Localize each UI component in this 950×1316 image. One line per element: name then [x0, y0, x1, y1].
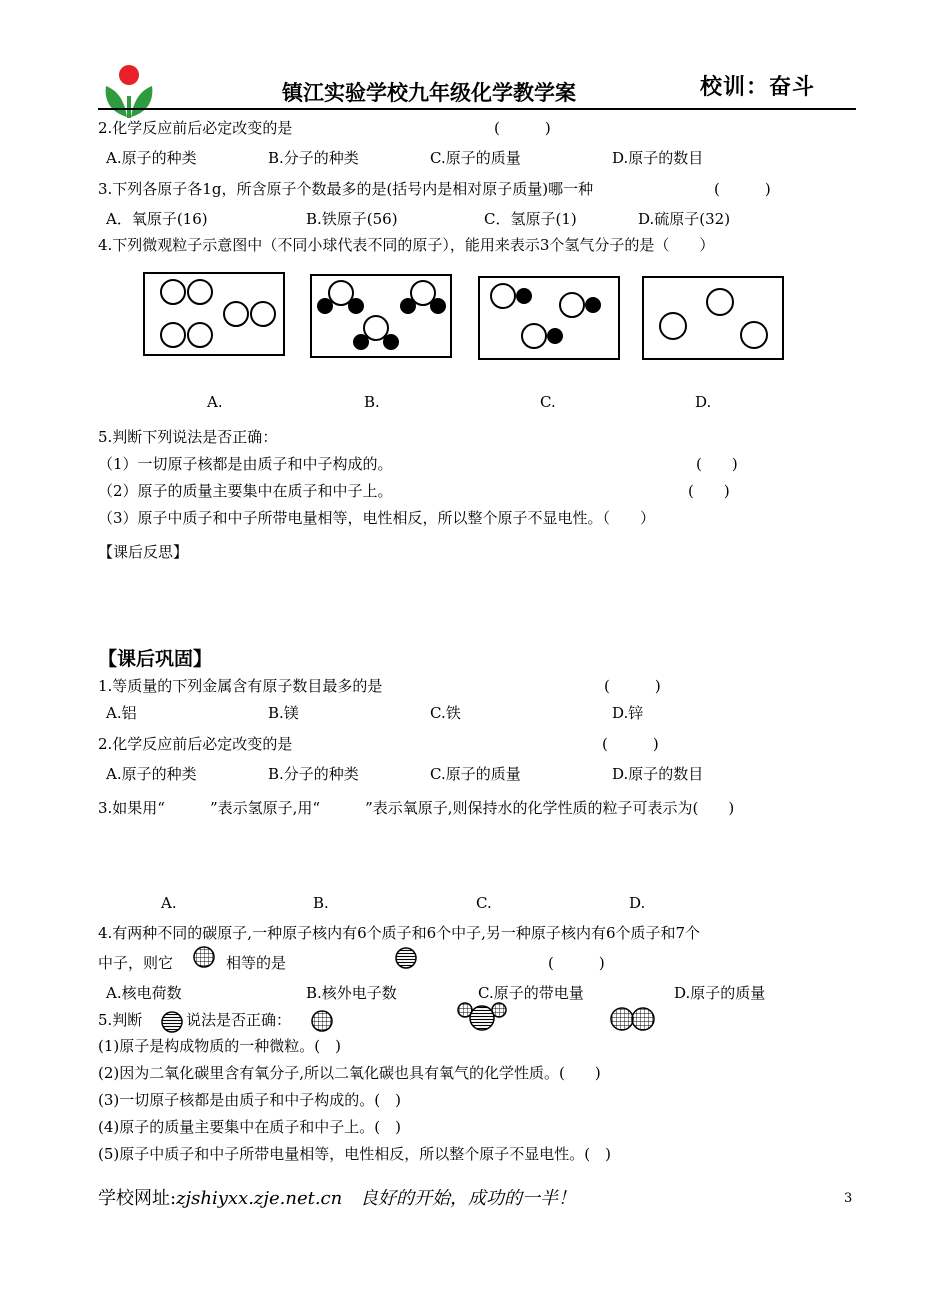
p2-q4-line-2a: 中子，则它: [98, 954, 174, 972]
p2-q1-option-d: D.锌: [612, 704, 644, 722]
atom-circle: [491, 284, 515, 308]
footer-slogan: 良好的开始，成功的一半！: [359, 1188, 576, 1209]
p1-q4-label-a: A.: [207, 393, 223, 411]
atom-circle: [251, 302, 275, 326]
p1-q5-item-3: （3）原子中质子和中子所带电量相等，电性相反，所以整个原子不显电性。（ ）: [98, 509, 656, 527]
p1-q2-bracket: ( ): [494, 119, 551, 137]
p2-q5-item-1: (1)原子是构成物质的一种微粒。( ): [98, 1037, 341, 1055]
p1-q5-item-2-bracket: ( ): [688, 482, 730, 500]
school-motto: 校训：奋斗: [700, 74, 816, 100]
page-number: 3: [844, 1191, 853, 1206]
p1-q5-stem: 5.判断下列说法是否正确：: [98, 428, 278, 446]
p2-q3-label-a: A.: [161, 894, 177, 912]
p2-q2-bracket: ( ): [602, 735, 659, 753]
atom-circle: [560, 293, 584, 317]
p1-q3-option-b: B.铁原子(56): [306, 210, 398, 228]
hatched-hydrogen-atom-icon: [310, 1009, 334, 1033]
p1-q4-label-b: B.: [364, 393, 380, 411]
p2-q2-option-c: C.原子的质量: [430, 765, 521, 783]
p1-q3-option-d: D.硫原子(32): [638, 210, 731, 228]
p2-q3-label-d: D.: [629, 894, 646, 912]
atom-circle: [707, 289, 733, 315]
footer-url[interactable]: zjshiyxx.zje.net.cn: [176, 1188, 343, 1209]
atom-dot: [586, 298, 600, 312]
atom-circle: [411, 281, 435, 305]
p1-q5-item-1: （1）一切原子核都是由质子和中子构成的。: [98, 455, 393, 473]
p1-q3-option-a: A．氧原子(16): [106, 210, 208, 228]
footer-prefix: 学校网址:: [98, 1188, 177, 1209]
p2-q5-stem-b: 说法是否正确：: [186, 1011, 292, 1029]
p2-q5-item-2: (2)因为二氧化碳里含有氧分子,所以二氧化碳也具有氧气的化学性质。( ): [98, 1064, 601, 1082]
p2-q4-option-b: B.核外电子数: [306, 984, 397, 1002]
atom-circle: [364, 316, 388, 340]
p2-q3-label-b: B.: [313, 894, 329, 912]
consolidation-heading: 【课后巩固】: [98, 648, 213, 670]
atom-circle: [522, 324, 546, 348]
p2-q4-line-2b: 相等的是: [226, 954, 287, 972]
p1-q2-option-a: A.原子的种类: [106, 149, 197, 167]
p2-q3-stem: 3.如果用“ ”表示氢原子,用“ ”表示氧原子,则保持水的化学性质的粒子可表示为( ): [98, 799, 735, 817]
p1-q2-option-c: C.原子的质量: [430, 149, 521, 167]
hatched-hydrogen-atom-icon: [192, 945, 216, 969]
p2-q4-bracket: ( ): [548, 954, 605, 972]
atom-circle: [329, 281, 353, 305]
p2-q2-stem: 2.化学反应前后必定改变的是: [98, 735, 293, 753]
atom-dot: [318, 299, 332, 313]
p2-q2-option-a: A.原子的种类: [106, 765, 197, 783]
p2-q4-option-a: A.核电荷数: [106, 984, 182, 1002]
water-molecule-icon: [455, 1000, 509, 1034]
particle-diagram-c: [479, 277, 619, 359]
atom-dot: [548, 329, 562, 343]
atom-circle: [161, 280, 185, 304]
p2-q3-label-c: C.: [476, 894, 492, 912]
p1-q5-item-1-bracket: ( ): [696, 455, 738, 473]
particle-diagram-d: [643, 277, 783, 359]
p1-q4-label-c: C.: [540, 393, 556, 411]
atom-dot: [431, 299, 445, 313]
particle-diagram-b: [311, 275, 451, 357]
p2-q2-option-d: D.原子的数目: [612, 765, 704, 783]
p1-q4-label-d: D.: [695, 393, 712, 411]
p2-q5-item-3: (3)一切原子核都是由质子和中子构成的。( ): [98, 1091, 401, 1109]
p2-q2-option-b: B.分子的种类: [268, 765, 359, 783]
p1-q2-stem: 2.化学反应前后必定改变的是: [98, 119, 293, 137]
p1-q3-option-c: C．氢原子(1): [484, 210, 577, 228]
atom-circle: [741, 322, 767, 348]
atom-dot: [401, 299, 415, 313]
p2-q1-bracket: ( ): [604, 677, 661, 695]
p2-q1-option-b: B.镁: [268, 704, 299, 722]
school-title: 镇江实验学校九年级化学教学案: [282, 80, 576, 105]
striped-oxygen-atom-icon: [394, 946, 418, 970]
p2-q1-option-c: C.铁: [430, 704, 461, 722]
hydrogen-molecule-icon: [608, 1005, 658, 1033]
atom-dot: [349, 299, 363, 313]
p2-q5-item-4: (4)原子的质量主要集中在质子和中子上。( ): [98, 1118, 401, 1136]
atom-dot: [517, 289, 531, 303]
p1-q3-stem: 3.下列各原子各1g，所含原子个数最多的是(括号内是相对原子质量)哪一种: [98, 180, 594, 198]
reflection-heading: 【课后反思】: [98, 543, 189, 561]
school-logo-icon: [100, 62, 160, 122]
atom-circle: [161, 323, 185, 347]
p2-q4-line-1: 4.有两种不同的碳原子,一种原子核内有6个质子和6个中子,另一种原子核内有6个质子和7个: [98, 924, 701, 942]
p1-q5-item-2: （2）原子的质量主要集中在质子和中子上。: [98, 482, 393, 500]
p1-q4-stem: 4.下列微观粒子示意图中（不同小球代表不同的原子），能用来表示3个氢气分子的是（ ）: [98, 236, 715, 254]
particle-diagram-a: [144, 273, 284, 355]
header-divider: [98, 108, 856, 110]
p2-q1-option-a: A.铝: [106, 704, 137, 722]
footer: [98, 1190, 576, 1208]
p1-q2-option-d: D.原子的数目: [612, 149, 704, 167]
p1-q2-option-b: B.分子的种类: [268, 149, 359, 167]
striped-oxygen-atom-icon: [160, 1010, 184, 1034]
p2-q4-option-d: D.原子的质量: [674, 984, 766, 1002]
atom-dot: [354, 335, 368, 349]
atom-dot: [384, 335, 398, 349]
p2-q1-stem: 1.等质量的下列金属含有原子数目最多的是: [98, 677, 383, 695]
p1-q3-bracket: ( ): [714, 180, 771, 198]
p2-q5-item-5: (5)原子中质子和中子所带电量相等，电性相反，所以整个原子不显电性。( ): [98, 1145, 611, 1163]
atom-circle: [224, 302, 248, 326]
p2-q5-stem-a: 5.判断: [98, 1011, 143, 1029]
p2-q4-option-c: C.原子的带电量: [478, 984, 584, 1002]
atom-circle: [188, 323, 212, 347]
atom-circle: [660, 313, 686, 339]
atom-circle: [188, 280, 212, 304]
